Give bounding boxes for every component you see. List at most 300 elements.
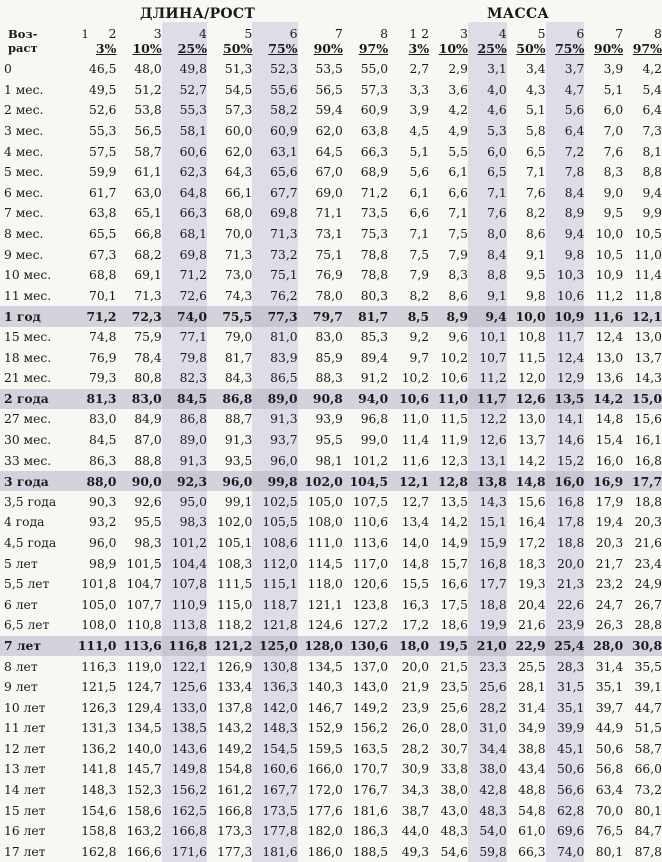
mass-col-num: 4 (468, 22, 507, 41)
mass-cell: 22,6 (546, 594, 585, 615)
mass-cell: 66,3 (518, 844, 546, 859)
length-cell: 92,3 (162, 471, 207, 492)
length-cell: 67,3 (89, 247, 117, 262)
age-cell: 9 лет (4, 680, 38, 695)
length-cell: 63,1 (252, 141, 297, 162)
mass-cell: 28,2 (468, 697, 507, 718)
mass-cell: 23,2 (595, 577, 624, 592)
length-cell: 69,8 (162, 244, 207, 265)
length-cell: 71,2 (71, 306, 116, 327)
length-cell: 99,8 (252, 471, 297, 492)
table-row (0, 718, 662, 739)
mass-cell: 12,1 (390, 471, 429, 492)
mass-cell: 7,8 (546, 162, 585, 183)
mass-cell: 13,4 (401, 515, 430, 530)
mass-cell: 8,3 (603, 165, 624, 180)
mass-cell: 2,9 (448, 62, 468, 77)
length-cell: 54,5 (224, 82, 253, 97)
length-cell: 129,4 (126, 700, 162, 715)
length-cell: 46,5 (89, 62, 117, 77)
table-row (0, 286, 662, 307)
mass-cell: 12,4 (595, 330, 624, 345)
mass-cell: 4,5 (409, 124, 430, 139)
table-row (0, 512, 662, 533)
mass-cell: 76,5 (595, 824, 624, 839)
length-cell: 77,3 (252, 306, 297, 327)
mass-cell: 6,0 (468, 141, 507, 162)
length-cell: 110,6 (352, 515, 389, 530)
mass-cell: 54,8 (518, 803, 546, 818)
mass-cell: 7,9 (409, 268, 430, 283)
mass-cell: 18,8 (634, 494, 662, 509)
length-cell: 159,5 (307, 741, 343, 756)
mass-cell: 10,5 (595, 247, 624, 262)
length-cell: 102,0 (217, 515, 253, 530)
length-cell: 181,6 (352, 803, 389, 818)
mass-cell: 12,0 (518, 371, 546, 386)
mass-cell: 44,7 (634, 700, 662, 715)
mass-cell: 15,9 (468, 533, 507, 554)
mass-cell: 6,1 (409, 185, 430, 200)
mass-cell: 8,5 (390, 306, 429, 327)
mass-cell: 15,2 (546, 450, 585, 471)
mass-cell: 5,1 (525, 103, 546, 118)
length-cell: 73,2 (252, 244, 297, 265)
mass-cell: 7,6 (525, 185, 546, 200)
length-cell: 137,8 (217, 700, 253, 715)
table-row (0, 162, 662, 183)
length-cell: 98,9 (89, 556, 117, 571)
length-cell: 112,0 (252, 553, 297, 574)
mass-cell: 13,6 (595, 371, 624, 386)
table-row (0, 430, 662, 451)
mass-title: МАССА (487, 6, 550, 22)
length-cell: 94,0 (343, 389, 388, 410)
length-title: ДЛИНА/РОСТ (140, 6, 256, 22)
mass-col-num: 1 2 (409, 26, 430, 41)
mass-cell: 11,5 (440, 412, 468, 427)
length-cell: 88,8 (134, 453, 162, 468)
table-row (0, 656, 662, 677)
mass-cell: 9,4 (546, 224, 585, 245)
mass-cell: 11,6 (584, 306, 623, 327)
length-percentile: 97% (358, 41, 389, 56)
mass-cell: 44,0 (401, 824, 430, 839)
mass-cell: 11,8 (634, 288, 662, 303)
length-cell: 101,8 (81, 577, 117, 592)
length-cell: 177,6 (307, 803, 343, 818)
mass-cell: 50,6 (546, 759, 585, 780)
length-cell: 75,5 (207, 306, 252, 327)
mass-cell: 11,7 (468, 389, 507, 410)
length-cell: 104,4 (162, 553, 207, 574)
length-cell: 116,8 (162, 636, 207, 657)
length-cell: 57,3 (224, 103, 253, 118)
length-cell: 123,8 (352, 597, 389, 612)
mass-cell: 17,5 (440, 597, 468, 612)
mass-cell: 18,8 (546, 533, 585, 554)
mass-cell: 12,7 (401, 494, 430, 509)
mass-cell: 7,1 (409, 227, 430, 242)
mass-cell: 12,6 (507, 389, 546, 410)
table-row (0, 780, 662, 801)
age-cell: 10 мес. (4, 268, 52, 283)
length-cell: 74,0 (162, 306, 207, 327)
mass-cell: 23,3 (468, 656, 507, 677)
length-cell: 137,0 (352, 659, 389, 674)
length-cell: 98,3 (134, 535, 162, 550)
length-cell: 162,5 (162, 800, 207, 821)
mass-cell: 4,3 (525, 82, 546, 97)
mass-cell: 63,4 (595, 783, 624, 798)
age-cell: 17 лет (4, 844, 46, 859)
length-cell: 120,6 (352, 577, 389, 592)
age-label-top: Воз- (8, 27, 38, 41)
length-cell: 76,9 (89, 350, 117, 365)
length-cell: 83,0 (116, 389, 161, 410)
length-cell: 56,5 (315, 82, 343, 97)
length-cell: 154,6 (81, 803, 117, 818)
mass-cell: 17,7 (623, 471, 662, 492)
mass-cell: 80,1 (634, 803, 662, 818)
length-cell: 71,2 (162, 265, 207, 286)
length-cell: 115,1 (252, 574, 297, 595)
length-cell: 76,2 (252, 286, 297, 307)
length-cell: 58,7 (134, 144, 162, 159)
percentile-row (0, 41, 662, 59)
mass-cell: 14,1 (546, 409, 585, 430)
length-cell: 73,1 (315, 227, 343, 242)
table-row (0, 347, 662, 368)
length-cell: 90,8 (298, 389, 343, 410)
mass-cell: 4,2 (642, 62, 662, 77)
length-cell: 67,7 (252, 183, 297, 204)
length-cell: 72,3 (116, 306, 161, 327)
length-cell: 163,2 (126, 824, 162, 839)
age-cell: 15 лет (4, 803, 46, 818)
length-col-num: 4 (162, 22, 207, 41)
length-cell: 105,0 (307, 494, 343, 509)
age-cell: 15 мес. (4, 330, 52, 345)
mass-cell: 7,9 (448, 247, 468, 262)
mass-cell: 16,8 (468, 553, 507, 574)
length-cell: 176,7 (352, 783, 389, 798)
length-cell: 166,8 (217, 803, 253, 818)
mass-cell: 48,8 (518, 783, 546, 798)
length-cell: 69,8 (252, 203, 297, 224)
length-cell: 173,5 (252, 800, 297, 821)
table-row (0, 739, 662, 760)
mass-cell: 3,4 (525, 62, 546, 77)
length-cell: 158,6 (126, 803, 162, 818)
mass-cell: 10,0 (507, 306, 546, 327)
length-cell: 88,0 (71, 471, 116, 492)
length-cell: 96,0 (252, 450, 297, 471)
length-cell: 59,4 (315, 103, 343, 118)
length-cell: 80,3 (360, 288, 389, 303)
length-cell: 65,1 (134, 206, 162, 221)
length-cell: 127,2 (352, 618, 389, 633)
length-cell: 145,7 (126, 762, 162, 777)
mass-cell: 7,5 (409, 247, 430, 262)
mass-cell: 23,5 (440, 680, 468, 695)
mass-cell: 11,7 (546, 327, 585, 348)
length-cell: 143,6 (162, 739, 207, 760)
age-cell: 5 мес. (4, 165, 44, 180)
mass-cell: 11,5 (518, 350, 546, 365)
mass-cell: 11,6 (401, 453, 430, 468)
length-col-num: 5 (244, 26, 253, 41)
length-cell: 71,3 (224, 247, 253, 262)
length-cell: 105,5 (252, 512, 297, 533)
mass-cell: 25,5 (518, 659, 546, 674)
mass-cell: 10,2 (440, 350, 468, 365)
table-row (0, 636, 662, 657)
mass-cell: 28,0 (440, 721, 468, 736)
mass-cell: 17,2 (518, 535, 546, 550)
mass-cell: 15,6 (518, 494, 546, 509)
length-cell: 66,1 (224, 185, 253, 200)
length-cell: 116,3 (81, 659, 117, 674)
length-cell: 61,1 (134, 165, 162, 180)
mass-cell: 13,7 (634, 350, 662, 365)
length-cell: 96,0 (89, 535, 117, 550)
mass-cell: 11,4 (634, 268, 662, 283)
table-row (0, 368, 662, 389)
length-cell: 72,6 (162, 286, 207, 307)
length-cell: 143,0 (352, 680, 389, 695)
mass-cell: 34,3 (401, 783, 430, 798)
length-cell: 130,8 (252, 656, 297, 677)
length-col-num: 2 (108, 26, 117, 41)
mass-cell: 16,0 (546, 471, 585, 492)
length-cell: 79,8 (162, 347, 207, 368)
length-cell: 91,3 (162, 450, 207, 471)
length-cell: 58,1 (162, 121, 207, 142)
age-label-bottom: раст (8, 41, 38, 55)
length-cell: 75,1 (315, 247, 343, 262)
length-cell: 62,3 (162, 162, 207, 183)
length-cell: 71,2 (360, 185, 389, 200)
mass-cell: 9,4 (642, 185, 662, 200)
length-cell: 71,1 (315, 206, 343, 221)
mass-cell: 3,3 (409, 82, 430, 97)
length-cell: 186,3 (352, 824, 389, 839)
mass-cell: 9,0 (603, 185, 624, 200)
age-cell: 33 мес. (4, 453, 52, 468)
mass-percentile: 97% (632, 41, 662, 56)
mass-cell: 17,9 (595, 494, 624, 509)
mass-cell: 6,1 (448, 165, 468, 180)
mass-cell: 21,9 (401, 680, 430, 695)
mass-cell: 14,2 (584, 389, 623, 410)
mass-cell: 13,0 (634, 330, 662, 345)
mass-cell: 14,3 (468, 491, 507, 512)
mass-cell: 11,0 (429, 389, 468, 410)
mass-cell: 19,3 (518, 577, 546, 592)
length-cell: 83,9 (252, 347, 297, 368)
length-cell: 117,0 (352, 556, 389, 571)
mass-cell: 6,6 (448, 185, 468, 200)
mass-cell: 6,6 (409, 206, 430, 221)
mass-cell: 12,4 (546, 347, 585, 368)
length-cell: 108,6 (252, 533, 297, 554)
length-cell: 83,0 (315, 330, 343, 345)
length-cell: 107,8 (162, 574, 207, 595)
table-row (0, 553, 662, 574)
length-cell: 61,7 (89, 185, 117, 200)
age-cell: 1 год (0, 306, 71, 327)
mass-cell: 10,3 (546, 265, 585, 286)
length-cell: 60,0 (224, 124, 253, 139)
mass-cell: 14,8 (401, 556, 430, 571)
mass-cell: 17,7 (468, 574, 507, 595)
length-cell: 98,1 (315, 453, 343, 468)
length-cell: 79,3 (89, 371, 117, 386)
mass-cell: 9,1 (468, 286, 507, 307)
length-cell: 152,9 (307, 721, 343, 736)
length-cell: 60,9 (252, 121, 297, 142)
length-cell: 152,3 (126, 783, 162, 798)
mass-cell: 14,8 (507, 471, 546, 492)
mass-cell: 24,7 (595, 597, 624, 612)
mass-cell: 20,0 (546, 553, 585, 574)
mass-cell: 25,6 (440, 700, 468, 715)
length-cell: 138,5 (162, 718, 207, 739)
length-cell: 73,5 (360, 206, 389, 221)
length-cell: 141,8 (81, 762, 117, 777)
mass-cell: 30,9 (401, 762, 430, 777)
mass-cell: 7,1 (468, 183, 507, 204)
mass-cell: 73,2 (634, 783, 662, 798)
mass-cell: 9,5 (603, 206, 624, 221)
mass-cell: 28,8 (634, 618, 662, 633)
mass-cell: 5,4 (642, 82, 662, 97)
mass-cell: 13,5 (546, 389, 585, 410)
mass-cell: 8,8 (468, 265, 507, 286)
mass-cell: 84,7 (634, 824, 662, 839)
length-cell: 108,0 (307, 515, 343, 530)
length-col-num: 6 (252, 22, 297, 41)
length-cell: 92,6 (134, 494, 162, 509)
age-cell: 8 лет (4, 659, 38, 674)
mass-col-num: 3 (459, 26, 468, 41)
length-cell: 59,9 (89, 165, 117, 180)
mass-cell: 20,3 (634, 515, 662, 530)
length-cell: 149,2 (352, 700, 389, 715)
length-cell: 177,8 (252, 821, 297, 842)
mass-cell: 3,7 (546, 59, 585, 80)
length-cell: 56,5 (134, 124, 162, 139)
mass-cell: 30,8 (623, 636, 662, 657)
age-cell: 5 лет (4, 556, 38, 571)
mass-cell: 21,6 (518, 618, 546, 633)
length-cell: 162,8 (81, 844, 117, 859)
mass-cell: 33,8 (440, 762, 468, 777)
mass-cell: 15,6 (634, 412, 662, 427)
length-cell: 55,6 (252, 80, 297, 101)
length-cell: 110,8 (126, 618, 162, 633)
table-row (0, 677, 662, 698)
mass-cell: 13,0 (518, 412, 546, 427)
mass-cell: 13,8 (468, 471, 507, 492)
table-body (0, 59, 662, 862)
mass-cell: 7,6 (603, 144, 624, 159)
length-cell: 118,7 (252, 594, 297, 615)
mass-cell: 8,3 (448, 268, 468, 283)
mass-cell: 4,2 (448, 103, 468, 118)
table-row (0, 471, 662, 492)
mass-cell: 58,7 (634, 741, 662, 756)
length-cell: 68,0 (224, 206, 253, 221)
table-row (0, 327, 662, 348)
table-row (0, 594, 662, 615)
length-cell: 181,6 (252, 842, 297, 862)
mass-cell: 21,7 (595, 556, 624, 571)
length-cell: 79,7 (298, 306, 343, 327)
length-cell: 163,5 (352, 741, 389, 756)
length-percentile: 50% (223, 41, 253, 56)
mass-cell: 8,0 (468, 224, 507, 245)
mass-col-num: 5 (537, 26, 546, 41)
mass-cell: 19,4 (595, 515, 624, 530)
length-cell: 51,2 (134, 82, 162, 97)
length-cell: 63,0 (134, 185, 162, 200)
length-cell: 101,2 (162, 533, 207, 554)
mass-cell: 7,1 (525, 165, 546, 180)
length-cell: 85,3 (360, 330, 389, 345)
length-cell: 121,5 (81, 680, 117, 695)
length-cell: 62,0 (315, 124, 343, 139)
mass-cell: 9,9 (642, 206, 662, 221)
mass-cell: 10,8 (518, 330, 546, 345)
mass-cell: 8,4 (546, 183, 585, 204)
mass-cell: 24,9 (634, 577, 662, 592)
mass-cell: 10,6 (390, 389, 429, 410)
length-cell: 114,5 (307, 556, 343, 571)
mass-cell: 12,9 (546, 368, 585, 389)
mass-cell: 26,0 (401, 721, 430, 736)
mass-cell: 87,8 (634, 844, 662, 859)
length-cell: 51,3 (224, 62, 253, 77)
mass-cell: 43,0 (440, 803, 468, 818)
length-cell: 99,0 (360, 432, 389, 447)
length-cell: 84,5 (162, 389, 207, 410)
table-row (0, 244, 662, 265)
length-cell: 89,0 (162, 430, 207, 451)
age-cell: 6 лет (4, 597, 38, 612)
length-cell: 98,3 (162, 512, 207, 533)
mass-cell: 39,9 (546, 718, 585, 739)
age-cell: 10 лет (4, 700, 46, 715)
table-row (0, 306, 662, 327)
length-cell: 49,5 (89, 82, 117, 97)
length-cell: 166,0 (307, 762, 343, 777)
length-cell: 125,0 (252, 636, 297, 657)
mass-cell: 45,1 (546, 739, 585, 760)
length-cell: 95,5 (134, 515, 162, 530)
mass-cell: 11,4 (401, 432, 430, 447)
length-cell: 188,5 (352, 844, 389, 859)
length-cell: 81,7 (224, 350, 253, 365)
length-cell: 149,2 (217, 741, 253, 756)
length-cell: 154,8 (217, 762, 253, 777)
age-cell: 16 лет (4, 824, 46, 839)
mass-cell: 28,1 (518, 680, 546, 695)
length-cell: 66,8 (134, 227, 162, 242)
mass-cell: 7,2 (546, 141, 585, 162)
mass-cell: 11,2 (468, 368, 507, 389)
